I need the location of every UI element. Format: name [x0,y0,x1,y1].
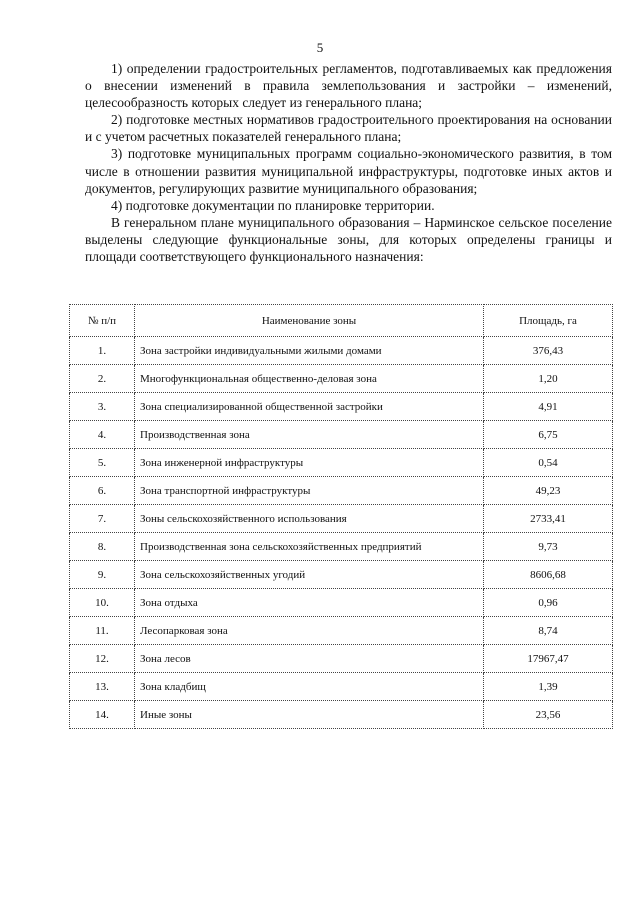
table-row [70,533,613,561]
zone-area: 9,73 [484,533,613,561]
row-number: 4. [70,421,135,449]
body-text [85,60,612,265]
table-row [70,505,613,533]
table-row [70,449,613,477]
zone-name: Зоны сельскохозяйственного использования [135,505,484,533]
zone-name: Производственная зона сельскохозяйственных предприятий [135,533,484,561]
row-number: 8. [70,533,135,561]
page-number: 5 [316,40,324,55]
table-row [70,365,613,393]
paragraph-local-norms: 2) подготовке местных нормативов градостроительного проектирования на основании и с учетом расчетных показателей генерального плана; [85,112,612,145]
header-number: № п/п [70,305,135,337]
paragraph-zones-intro: В генеральном плане муниципального образования – Нарминское сельское поселение выделены следующие функциональные зоны, для которых определены границы и площади соответствующего функционального назначения: [85,214,612,265]
zone-area: 17967,47 [484,645,613,673]
row-number: 3. [70,393,135,421]
zone-area: 4,91 [484,393,613,421]
zone-name: Зона сельскохозяйственных угодий [135,561,484,589]
zone-name: Зона инженерной инфраструктуры [135,449,484,477]
row-number: 14. [70,701,135,729]
table-row [70,561,613,589]
table-row [70,589,613,617]
table-row [70,673,613,701]
table-row [70,645,613,673]
header-area: Площадь, га [484,305,613,337]
zone-name: Зона лесов [135,645,484,673]
zone-name: Производственная зона [135,421,484,449]
row-number: 9. [70,561,135,589]
row-number: 7. [70,505,135,533]
zone-area: 1,39 [484,673,613,701]
table-row [70,617,613,645]
zone-area: 376,43 [484,337,613,365]
header-zone-name: Наименование зоны [135,305,484,337]
zone-name: Зона специализированной общественной застройки [135,393,484,421]
table-body [70,337,613,729]
zone-area: 49,23 [484,477,613,505]
zone-area: 23,56 [484,701,613,729]
row-number: 5. [70,449,135,477]
table-row [70,337,613,365]
paragraph-planning-docs: 4) подготовке документации по планировке территории. [111,197,435,213]
row-number: 12. [70,645,135,673]
paragraph-regulations: 1) определении градостроительных регламентов, подготавливаемых как предложения о внесении изменений в правила землепользования и застройки – изменений, целесообразность которых следует из генерального плана; [85,61,612,111]
zone-name: Зона кладбищ [135,673,484,701]
zone-area: 1,20 [484,365,613,393]
zone-area: 2733,41 [484,505,613,533]
zone-name: Иные зоны [135,701,484,729]
zone-name: Зона отдыха [135,589,484,617]
zone-name: Лесопарковая зона [135,617,484,645]
functional-zones-table [69,304,613,729]
row-number: 10. [70,589,135,617]
row-number: 2. [70,365,135,393]
zone-area: 0,54 [484,449,613,477]
table-row [70,701,613,729]
table-header-row [70,305,613,337]
table-row [70,393,613,421]
table-row [70,477,613,505]
row-number: 11. [70,617,135,645]
row-number: 6. [70,477,135,505]
zone-area: 6,75 [484,421,613,449]
zone-area: 8606,68 [484,561,613,589]
zone-name: Зона транспортной инфраструктуры [135,477,484,505]
zone-area: 8,74 [484,617,613,645]
zone-name: Многофункциональная общественно-деловая зона [135,365,484,393]
zone-area: 0,96 [484,589,613,617]
row-number: 13. [70,673,135,701]
table-row [70,421,613,449]
row-number: 1. [70,337,135,365]
paragraph-municipal-programs: 3) подготовке муниципальных программ социально-экономического развития, в том числе в отношении развития муниципальной инфраструктуры, подготовке иных актов и документов, регулирующих развитие муниципального образования; [85,146,612,196]
zone-name: Зона застройки индивидуальными жилыми домами [135,337,484,365]
